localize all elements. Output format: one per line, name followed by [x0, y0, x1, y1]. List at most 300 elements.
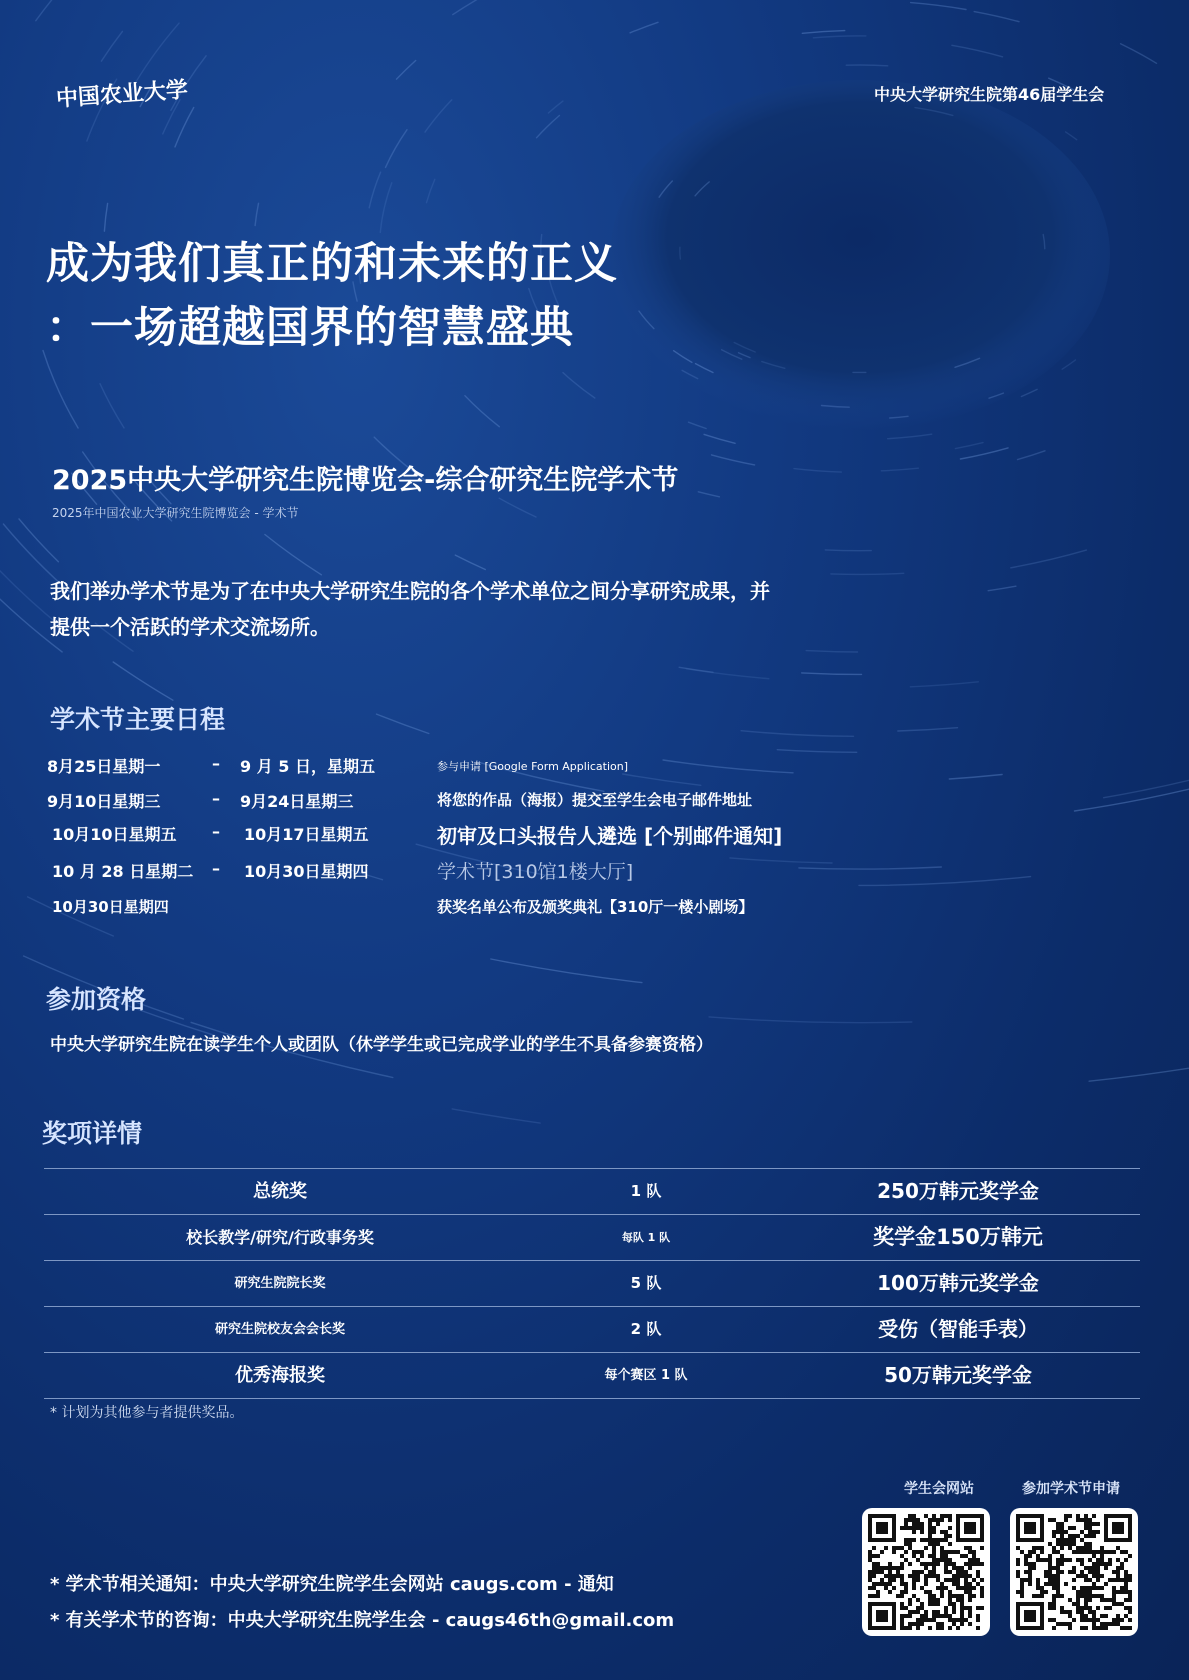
qr-module — [900, 1582, 904, 1586]
qr-module — [944, 1514, 948, 1518]
qr-module — [936, 1578, 940, 1582]
qr-module — [1096, 1550, 1100, 1554]
qr-module — [1080, 1550, 1084, 1554]
star-trail — [386, 130, 408, 168]
qr-module — [940, 1614, 944, 1618]
qr-module — [944, 1558, 948, 1562]
qr-module — [1044, 1570, 1048, 1574]
qr-module — [952, 1566, 956, 1570]
star-trail — [548, 101, 563, 113]
star-trail — [100, 384, 124, 428]
qr-module — [956, 1586, 960, 1590]
qr-finder — [1024, 1610, 1036, 1622]
qr-module — [884, 1566, 888, 1570]
qr-module — [928, 1526, 932, 1530]
qr-module — [1048, 1542, 1052, 1546]
qr-module — [1100, 1554, 1104, 1558]
university-logo-text: 中国农业大学 — [55, 77, 189, 112]
qr-module — [948, 1602, 952, 1606]
qr-module — [944, 1538, 948, 1542]
star-trail — [777, 750, 856, 753]
qr-module — [1096, 1562, 1100, 1566]
qr-module — [1108, 1606, 1112, 1610]
qr-module — [912, 1538, 916, 1542]
qr-module — [932, 1530, 936, 1534]
qr-module — [1072, 1602, 1076, 1606]
qr-module — [896, 1574, 900, 1578]
qr-module — [1084, 1602, 1088, 1606]
qr-finder — [1024, 1522, 1036, 1534]
qr-module — [1128, 1626, 1132, 1630]
qr-module — [964, 1578, 968, 1582]
qr-module — [980, 1586, 984, 1590]
qr-module — [1100, 1622, 1104, 1626]
qr-module — [900, 1602, 904, 1606]
qr-module — [1040, 1586, 1044, 1590]
qr-module — [936, 1558, 940, 1562]
qr-module — [1112, 1602, 1116, 1606]
qr-module — [1116, 1570, 1120, 1574]
schedule-dash: – — [212, 822, 220, 841]
qr-module — [924, 1582, 928, 1586]
qr-module — [952, 1550, 956, 1554]
schedule-end: 10月17日星期五 — [244, 825, 369, 844]
qr-module — [944, 1606, 948, 1610]
qr-module — [1080, 1586, 1084, 1590]
qr-module — [936, 1598, 940, 1602]
qr-module — [1024, 1570, 1028, 1574]
qr-module — [1072, 1586, 1076, 1590]
qr-module — [1128, 1610, 1132, 1614]
qr-module — [1100, 1546, 1104, 1550]
qr-module — [936, 1614, 940, 1618]
qr-module — [968, 1562, 972, 1566]
qr-module — [1056, 1574, 1060, 1578]
qr-module — [912, 1526, 916, 1530]
qr-module — [868, 1558, 872, 1562]
qr-module — [1076, 1558, 1080, 1562]
qr-module — [948, 1614, 952, 1618]
qr-module — [1092, 1610, 1096, 1614]
qr-module — [904, 1626, 908, 1630]
qr-module — [972, 1578, 976, 1582]
qr-module — [904, 1614, 908, 1618]
qr-module — [1080, 1558, 1084, 1562]
star-trail — [499, 498, 536, 517]
qr-module — [1052, 1574, 1056, 1578]
star-trail — [1062, 360, 1075, 369]
qr-module — [904, 1542, 908, 1546]
qr-module — [960, 1614, 964, 1618]
qr-module — [1060, 1622, 1064, 1626]
qr-module — [1064, 1538, 1068, 1542]
star-trail — [425, 100, 452, 132]
qr-module — [900, 1574, 904, 1578]
qr-module — [1056, 1590, 1060, 1594]
qr-module — [968, 1566, 972, 1570]
qr-module — [1068, 1526, 1072, 1530]
qr-module — [920, 1586, 924, 1590]
qr-module — [940, 1622, 944, 1626]
qr-module — [1064, 1582, 1068, 1586]
star-trail — [952, 45, 1003, 57]
qr-module — [876, 1590, 880, 1594]
qr-module — [904, 1590, 908, 1594]
qr-module — [964, 1618, 968, 1622]
qr-code-application[interactable] — [1010, 1508, 1138, 1636]
qr-module — [1040, 1550, 1044, 1554]
qr-module — [1048, 1518, 1052, 1522]
star-trail — [427, 179, 435, 202]
qr-finder — [1112, 1522, 1124, 1534]
schedule-dash: – — [212, 859, 220, 878]
qr-module — [900, 1546, 904, 1550]
qr-module — [896, 1566, 900, 1570]
qr-module — [1020, 1590, 1024, 1594]
qr-module — [876, 1582, 880, 1586]
star-trail — [397, 61, 416, 80]
qr-module — [1036, 1558, 1040, 1562]
qr-module — [904, 1558, 908, 1562]
star-trail — [881, 468, 918, 471]
qr-module — [976, 1558, 980, 1562]
qr-module — [1052, 1566, 1056, 1570]
qr-module — [1044, 1558, 1048, 1562]
qr-module — [1032, 1550, 1036, 1554]
qr-module — [1116, 1590, 1120, 1594]
qr-module — [1052, 1606, 1056, 1610]
qr-module — [916, 1618, 920, 1622]
qr-module — [872, 1562, 876, 1566]
qr-module — [912, 1530, 916, 1534]
qr-module — [960, 1554, 964, 1558]
qr-module — [908, 1546, 912, 1550]
qr-module — [1120, 1566, 1124, 1570]
qr-module — [884, 1574, 888, 1578]
star-trail — [960, 448, 1008, 459]
qr-module — [928, 1562, 932, 1566]
qr-module — [912, 1622, 916, 1626]
qr-module — [960, 1574, 964, 1578]
qr-module — [936, 1518, 940, 1522]
qr-module — [1072, 1570, 1076, 1574]
qr-module — [1064, 1610, 1068, 1614]
qr-module — [1048, 1562, 1052, 1566]
qr-module — [900, 1578, 904, 1582]
qr-module — [968, 1614, 972, 1618]
qr-module — [968, 1574, 972, 1578]
qr-module — [932, 1554, 936, 1558]
qr-module — [1124, 1606, 1128, 1610]
qr-module — [952, 1606, 956, 1610]
qr-module — [1092, 1530, 1096, 1534]
qr-module — [924, 1566, 928, 1570]
qr-module — [932, 1610, 936, 1614]
qr-module — [932, 1574, 936, 1578]
eligibility-heading: 参加资格 — [46, 985, 147, 1014]
qr-module — [1084, 1574, 1088, 1578]
qr-module — [912, 1522, 916, 1526]
qr-code-website[interactable] — [862, 1508, 990, 1636]
award-name: 研究生院院长奖 — [234, 1276, 326, 1291]
qr-module — [916, 1550, 920, 1554]
qr-pattern — [1016, 1514, 1132, 1630]
qr-module — [1104, 1562, 1108, 1566]
qr-module — [912, 1570, 916, 1574]
award-name: 总统奖 — [253, 1181, 307, 1202]
qr-module — [960, 1594, 964, 1598]
qr-module — [1112, 1622, 1116, 1626]
qr-module — [936, 1626, 940, 1630]
qr-module — [964, 1590, 968, 1594]
qr-module — [1052, 1530, 1056, 1534]
qr-module — [1084, 1550, 1088, 1554]
qr-module — [1080, 1530, 1084, 1534]
qr-module — [932, 1546, 936, 1550]
qr-module — [908, 1542, 912, 1546]
qr-module — [948, 1594, 952, 1598]
star-trail — [802, 673, 862, 675]
qr-module — [1060, 1546, 1064, 1550]
qr-module — [968, 1590, 972, 1594]
qr-module — [1052, 1534, 1056, 1538]
qr-module — [1096, 1574, 1100, 1578]
qr-module — [980, 1594, 984, 1598]
qr-module — [1056, 1582, 1060, 1586]
qr-module — [1092, 1594, 1096, 1598]
qr-module — [1084, 1546, 1088, 1550]
qr-module — [1080, 1570, 1084, 1574]
qr-label-application: 参加学术节申请 — [1022, 1481, 1120, 1497]
qr-module — [912, 1582, 916, 1586]
qr-module — [1068, 1542, 1072, 1546]
qr-module — [900, 1606, 904, 1610]
qr-module — [872, 1594, 876, 1598]
schedule-start: 9月10日星期三 — [47, 792, 161, 811]
qr-module — [1124, 1626, 1128, 1630]
qr-module — [972, 1562, 976, 1566]
qr-module — [1092, 1574, 1096, 1578]
qr-module — [1016, 1574, 1020, 1578]
qr-module — [916, 1518, 920, 1522]
schedule-dash: – — [212, 789, 220, 808]
qr-module — [880, 1570, 884, 1574]
qr-module — [1112, 1586, 1116, 1590]
qr-pattern — [868, 1514, 984, 1630]
qr-module — [1032, 1546, 1036, 1550]
qr-module — [1088, 1578, 1092, 1582]
star-trail — [104, 203, 107, 231]
qr-module — [980, 1578, 984, 1582]
qr-module — [920, 1522, 924, 1526]
qr-module — [1072, 1578, 1076, 1582]
qr-module — [1064, 1518, 1068, 1522]
qr-module — [928, 1542, 932, 1546]
qr-module — [936, 1622, 940, 1626]
schedule-start: 10 月 28 日星期二 — [52, 862, 194, 881]
qr-module — [980, 1590, 984, 1594]
qr-module — [1028, 1566, 1032, 1570]
qr-module — [868, 1574, 872, 1578]
qr-module — [1100, 1598, 1104, 1602]
qr-module — [920, 1622, 924, 1626]
qr-module — [876, 1562, 880, 1566]
awards-heading: 奖项详情 — [42, 1119, 143, 1148]
qr-module — [896, 1594, 900, 1598]
qr-module — [1020, 1594, 1024, 1598]
schedule-dash: – — [212, 754, 220, 773]
qr-module — [952, 1574, 956, 1578]
qr-module — [948, 1590, 952, 1594]
qr-module — [1060, 1570, 1064, 1574]
qr-module — [928, 1626, 932, 1630]
qr-module — [980, 1562, 984, 1566]
qr-module — [884, 1546, 888, 1550]
qr-module — [920, 1602, 924, 1606]
awards-table — [44, 1168, 1140, 1399]
qr-module — [1048, 1618, 1052, 1622]
qr-module — [968, 1546, 972, 1550]
qr-module — [1104, 1614, 1108, 1618]
qr-module — [948, 1598, 952, 1602]
table-row — [44, 1215, 1140, 1261]
award-prize: 奖学金150万韩元 — [873, 1225, 1043, 1249]
qr-module — [1016, 1546, 1020, 1550]
star-trail — [113, 662, 173, 700]
qr-module — [1056, 1622, 1060, 1626]
qr-module — [972, 1554, 976, 1558]
star-trail — [1089, 1047, 1189, 1081]
star-trail — [698, 492, 719, 497]
qr-module — [1084, 1590, 1088, 1594]
qr-module — [960, 1566, 964, 1570]
qr-module — [1104, 1566, 1108, 1570]
qr-module — [1048, 1582, 1052, 1586]
qr-module — [1084, 1542, 1088, 1546]
qr-module — [980, 1606, 984, 1610]
qr-module — [1020, 1578, 1024, 1582]
qr-module — [1096, 1578, 1100, 1582]
qr-module — [1116, 1618, 1120, 1622]
qr-module — [1044, 1574, 1048, 1578]
award-prize: 受伤（智能手表） — [878, 1317, 1038, 1341]
qr-module — [868, 1570, 872, 1574]
qr-module — [968, 1598, 972, 1602]
qr-module — [1064, 1514, 1068, 1518]
qr-module — [1060, 1558, 1064, 1562]
star-trail — [1066, 132, 1077, 140]
qr-module — [888, 1562, 892, 1566]
awards-note: * 计划为其他参与者提供奖品。 — [50, 1405, 244, 1421]
qr-module — [980, 1546, 984, 1550]
qr-module — [1056, 1542, 1060, 1546]
qr-module — [964, 1570, 968, 1574]
qr-module — [1128, 1578, 1132, 1582]
qr-module — [1096, 1566, 1100, 1570]
qr-module — [1092, 1582, 1096, 1586]
qr-module — [1056, 1566, 1060, 1570]
qr-module — [1088, 1522, 1092, 1526]
qr-module — [1128, 1574, 1132, 1578]
qr-module — [936, 1538, 940, 1542]
star-trail — [910, 682, 978, 687]
qr-module — [932, 1550, 936, 1554]
qr-module — [872, 1582, 876, 1586]
star-trail — [825, 550, 871, 551]
qr-module — [1100, 1594, 1104, 1598]
qr-module — [948, 1626, 952, 1630]
qr-module — [1084, 1614, 1088, 1618]
star-trail — [955, 443, 983, 449]
qr-module — [1060, 1526, 1064, 1530]
qr-module — [976, 1606, 980, 1610]
qr-module — [912, 1574, 916, 1578]
qr-module — [1020, 1586, 1024, 1590]
award-count: 2 队 — [630, 1320, 662, 1338]
qr-module — [948, 1526, 952, 1530]
award-name: 研究生院校友会会长奖 — [214, 1322, 345, 1337]
qr-module — [920, 1554, 924, 1558]
qr-module — [1060, 1538, 1064, 1542]
qr-module — [1016, 1562, 1020, 1566]
qr-module — [948, 1534, 952, 1538]
qr-module — [920, 1538, 924, 1542]
footer-inquiry: * 有关学术节的咨询：中央大学研究生院学生会 - caugs46th@gmail.com — [50, 1610, 675, 1631]
qr-module — [1028, 1570, 1032, 1574]
qr-module — [952, 1562, 956, 1566]
schedule-start: 10月30日星期四 — [52, 898, 169, 916]
intro-line-2: 提供一个活跃的学术交流场所。 — [50, 615, 330, 639]
qr-module — [928, 1554, 932, 1558]
qr-module — [1056, 1538, 1060, 1542]
schedule-row — [0, 789, 1189, 819]
qr-module — [968, 1582, 972, 1586]
qr-module — [940, 1558, 944, 1562]
star-trail — [741, 731, 853, 737]
star-trail — [630, 22, 658, 33]
qr-module — [924, 1590, 928, 1594]
qr-module — [1100, 1574, 1104, 1578]
qr-module — [1104, 1606, 1108, 1610]
qr-module — [1112, 1578, 1116, 1582]
qr-module — [916, 1570, 920, 1574]
qr-module — [1092, 1522, 1096, 1526]
star-trail — [1018, 451, 1046, 460]
qr-finder — [876, 1522, 888, 1534]
qr-module — [1016, 1570, 1020, 1574]
qr-module — [888, 1578, 892, 1582]
qr-module — [1084, 1618, 1088, 1622]
qr-module — [876, 1554, 880, 1558]
qr-module — [868, 1594, 872, 1598]
qr-module — [884, 1582, 888, 1586]
qr-module — [1064, 1622, 1068, 1626]
qr-module — [968, 1606, 972, 1610]
star-trail — [455, 555, 485, 569]
qr-module — [1088, 1526, 1092, 1530]
qr-module — [880, 1582, 884, 1586]
qr-module — [1128, 1554, 1132, 1558]
qr-module — [904, 1522, 908, 1526]
qr-module — [1088, 1570, 1092, 1574]
qr-module — [976, 1570, 980, 1574]
qr-module — [1016, 1558, 1020, 1562]
qr-module — [944, 1586, 948, 1590]
qr-module — [1028, 1550, 1032, 1554]
qr-module — [912, 1594, 916, 1598]
event-subname: 2025年中国农业大学研究生院博览会 - 学术节 — [52, 506, 299, 520]
qr-module — [1100, 1614, 1104, 1618]
